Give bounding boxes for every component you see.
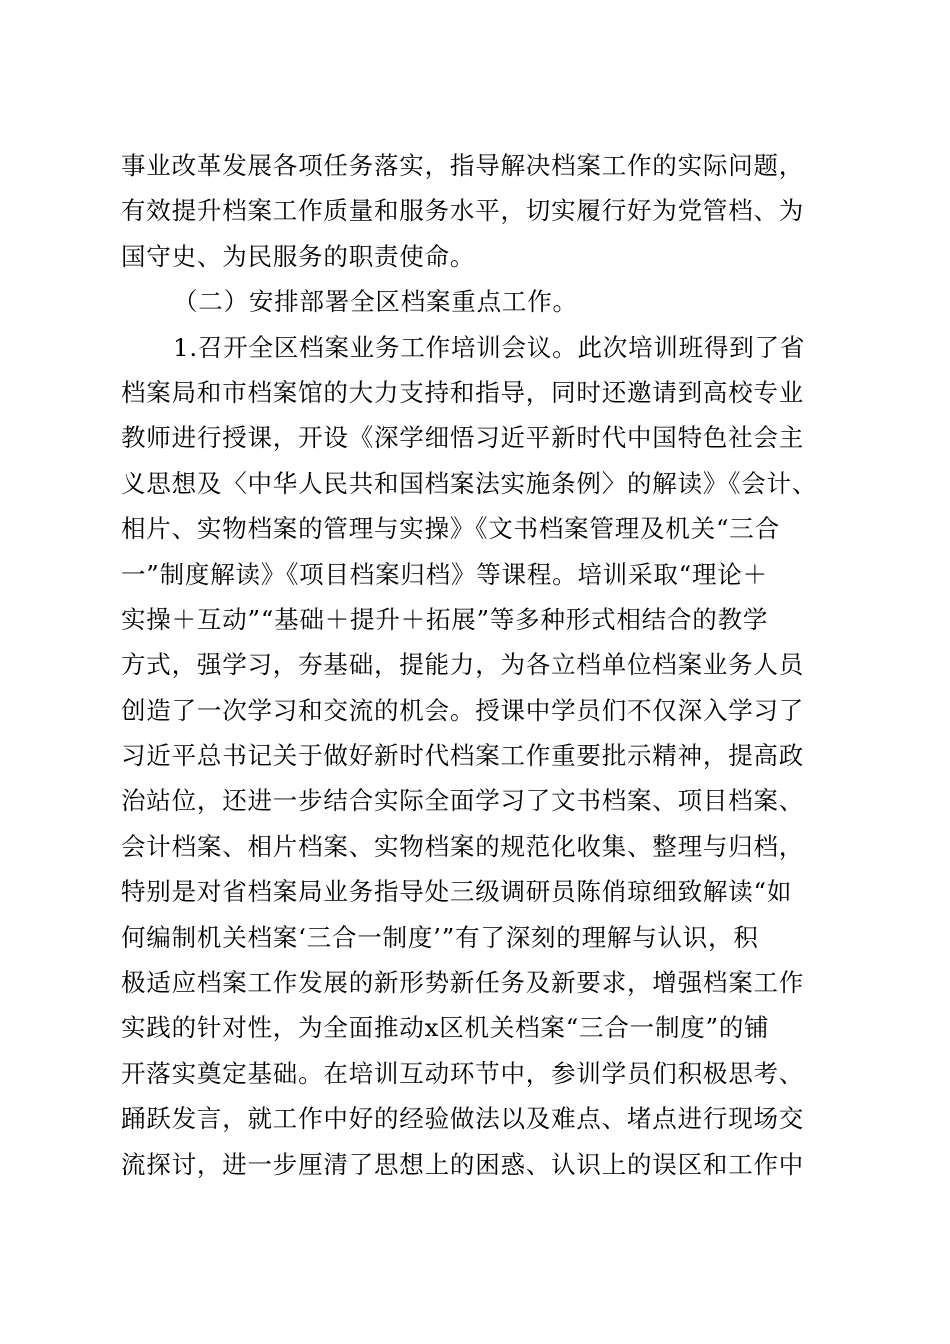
text-line: 实操＋互动”“基础＋提升＋拓展”等多种形式相结合的教学 — [121, 604, 769, 634]
text-line: 极适应档案工作发展的新形势新任务及新要求，增强档案工作 — [121, 968, 805, 998]
text-line: 何编制机关档案‘三合一制度’”有了深刻的理解与认识，积 — [121, 922, 759, 952]
text-line: 踊跃发言，就工作中好的经验做法以及难点、堵点进行现场交 — [121, 1104, 805, 1134]
body-text — [121, 143, 833, 1187]
text-line: 档案局和市档案馆的大力支持和指导，同时还邀请到高校专业 — [121, 377, 805, 407]
text-line: 实践的针对性，为全面推动x区机关档案“三合一制度”的铺 — [121, 1013, 770, 1043]
text-line: 流探讨，进一步厘清了思想上的困惑、认识上的误区和工作中 — [121, 1149, 805, 1179]
text-line: 习近平总书记关于做好新时代档案工作重要批示精神，提高政 — [121, 741, 805, 771]
text-line: 有效提升档案工作质量和服务水平，切实履行好为党管档、为 — [121, 196, 805, 226]
text-line: 教师进行授课，开设《深学细悟习近平新时代中国特色社会主 — [121, 423, 805, 453]
text-line: 方式，强学习，夯基础，提能力，为各立档单位档案业务人员 — [121, 650, 805, 680]
text-line: 特别是对省档案局业务指导处三级调研员陈俏琼细致解读“如 — [121, 877, 793, 907]
text-line: 开落实奠定基础。在培训互动环节中，参训学员们积极思考、 — [121, 1058, 805, 1088]
text-line: 治站位，还进一步结合实际全面学习了文书档案、项目档案、 — [121, 786, 805, 816]
text-line: 1.召开全区档案业务工作培训会议。此次培训班得到了省 — [173, 332, 806, 362]
text-line: 一”制度解读》《项目档案归档》等课程。培训采取“理论＋ — [121, 559, 768, 589]
text-line: 义思想及〈中华人民共和国档案法实施条例〉的解读》《会计、 — [121, 468, 818, 498]
text-line: 创造了一次学习和交流的机会。授课中学员们不仅深入学习了 — [121, 695, 805, 725]
text-line: 国守史、为民服务的职责使命。 — [121, 241, 476, 271]
text-line: 相片、实物档案的管理与实操》《文书档案管理及机关“三合 — [121, 514, 780, 544]
text-line: 会计档案、相片档案、实物档案的规范化收集、整理与归档， — [121, 831, 805, 861]
section-heading: （二）安排部署全区档案重点工作。 — [173, 287, 578, 317]
text-line: 事业改革发展各项任务落实，指导解决档案工作的实际问题， — [121, 151, 805, 180]
